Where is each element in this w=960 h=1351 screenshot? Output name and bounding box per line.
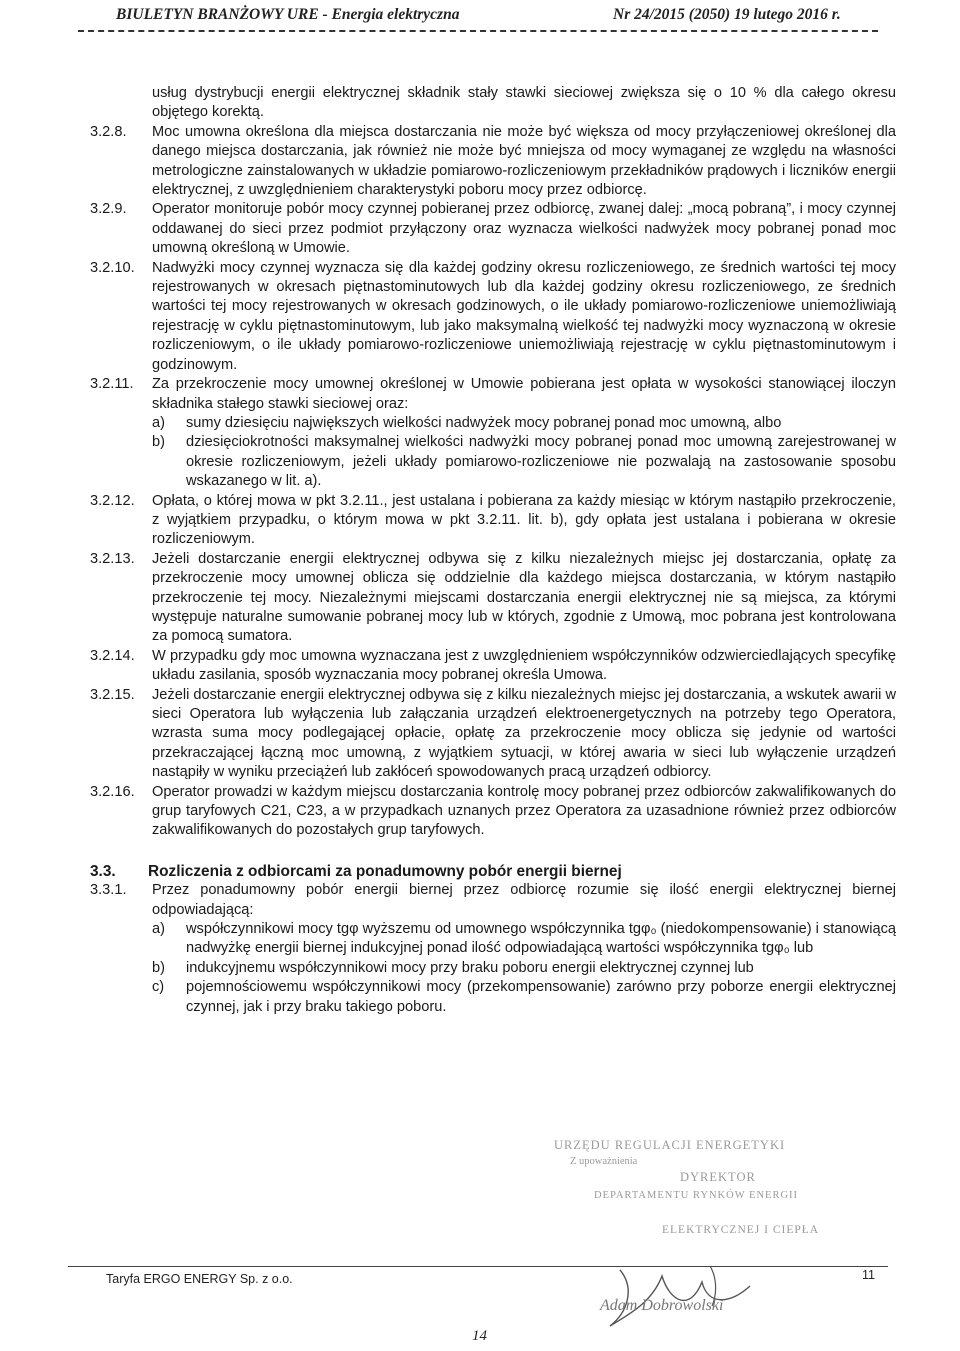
paragraph-3-2-13	[90, 550, 896, 647]
list-item-text: pojemnościowemu współczynnikowi mocy (przekompensowanie) zarówno przy poborze energii elektrycznej czynnej, jak i przy braku takiego poboru.	[186, 979, 896, 1015]
paragraph-number: 3.2.13.	[90, 550, 135, 567]
paragraph-number: 3.3.1.	[90, 882, 127, 899]
paragraph-number: 3.2.9.	[90, 201, 127, 218]
paragraph-text: Operator monitoruje pobór mocy czynnej pobieranej przez odbiorcę, zwanej dalej: „mocą pobraną”, i mocy czynnej oddawanej do sieci przez podmiot przyłączony oraz wyznacza wielkości nadwyżek mocy pobranej ponad moc umowną określoną w Umowie.	[152, 201, 896, 257]
paragraph-text: Jeżeli dostarczanie energii elektrycznej odbywa się z kilku niezależnych miejsc jej dostarczania, opłatę za przekroczenie mocy umownej oblicza się oddzielnie dla każdego miejsca dostarczania, w którym nastąpiło przekroczenie tej mocy. Niezależnymi miejscami dostarczania energii elektrycznej nie są miejsca, za którymi występuje naturalne sumowanie pobranej mocy lub w których, zgodnie z Umową, moc pobrana jest kontrolowana za pomocą sumatora.	[152, 550, 896, 645]
paragraph-3-2-12	[90, 492, 896, 550]
stamp-line: DEPARTAMENTU RYNKÓW ENERGII	[594, 1190, 799, 1201]
paragraph-text: Operator prowadzi w każdym miejscu dostarczania kontrolę mocy pobranej przez odbiorców zakwalifikowanych do grup taryfowych C21, C23, a w przypadkach uznanych przez Operatora za uzasadnione również przez odbiorców zakwalifikowanych do pozostałych grup taryfowych.	[152, 783, 896, 839]
page-header	[0, 0, 960, 40]
paragraph-number: 3.2.16.	[90, 783, 135, 800]
paragraph-3-2-15	[90, 686, 896, 783]
paragraph-number: 3.2.10.	[90, 259, 135, 276]
paragraph-text: Opłata, o której mowa w pkt 3.2.11., jest ustalana i pobierana za każdy miesiąc w którym nastąpiło przekroczenie, z wyjątkiem przypadku, o którym mowa w pkt 3.2.11. lit. b), gdy opłata jest ustalana i pobierana w okresie rozliczeniowym.	[152, 492, 896, 548]
list-marker: b)	[152, 434, 165, 451]
paragraph-text: Moc umowna określona dla miejsca dostarczania nie może być większa od mocy przyłączeniowej określonej dla danego miejsca dostarczania, jak również nie może być mniejsza od mocy wymaganej ze względu na własności metrologiczne zainstalowanych w układzie pomiarowo-rozliczeniowym przekładników prądowych i liczników energii elektrycznej, z uwzględnieniem charakterystyki poboru mocy przez odbiorcę.	[152, 123, 896, 199]
paragraph-text: Jeżeli dostarczanie energii elektrycznej odbywa się z kilku niezależnych miejsc jej dostarczania, a wskutek awarii w sieci Operatora lub wyłączenia lub załączania urządzeń elektroenergetycznych na potrzeby tego Operatora, wzrasta suma mocy podlegającej opłacie, opłatę za przekroczenie mocy oblicza się jedynie od wartości przekraczającej łączną moc umowną, z wyjątkiem sytuacji, w której awaria w sieci lub wyłączenie urządzeń nastąpiły w wyniku przeciążeń lub zakłóceń spowodowanych pracą urządzeń odbiorcy.	[152, 686, 896, 781]
list-marker: a)	[152, 414, 165, 431]
paragraph-3-3-1	[90, 881, 896, 1017]
footer-page-number: 11	[862, 1268, 875, 1282]
section-number: 3.3.	[90, 862, 116, 880]
paragraph-3-2-8	[90, 123, 896, 201]
paragraph-continuation	[90, 84, 896, 123]
signature-name: Adam Dobrowolski	[600, 1297, 724, 1314]
list-item-a	[152, 414, 896, 433]
paragraph-text: Za przekroczenie mocy umownej określonej w Umowie pobierana jest opłata w wysokości stanowiącej iloczyn składnika stałego stawki sieciowej oraz:	[152, 376, 896, 412]
list-item-c	[152, 978, 896, 1017]
bulletin-title: BIULETYN BRANŻOWY URE - Energia elektryczna	[116, 6, 460, 23]
bulletin-page-number: 14	[472, 1328, 487, 1344]
footer-separator	[68, 1266, 888, 1267]
footer-tariff-name: Taryfa ERGO ENERGY Sp. z o.o.	[106, 1272, 293, 1286]
issue-info: Nr 24/2015 (2050) 19 lutego 2016 r.	[613, 6, 841, 23]
header-separator	[78, 30, 878, 32]
paragraph-3-2-16	[90, 783, 896, 841]
list-item-a	[152, 920, 896, 959]
document-body	[90, 84, 896, 1017]
paragraph-number: 3.2.8.	[90, 123, 127, 140]
list-item-text: dziesięciokrotności maksymalnej wielkości nadwyżki mocy pobranej ponad moc umowną zarejestrowanej w okresie rozliczeniowym, jeżeli układy pomiarowo-rozliczeniowe nie pozwalają na zastosowanie sposobu wskazanego w lit. a).	[186, 434, 896, 490]
list-item-b	[152, 959, 896, 978]
paragraph-text: usług dystrybucji energii elektrycznej składnik stały stawki sieciowej zwiększa się o 10 % dla całego okresu objętego korektą.	[152, 85, 896, 121]
paragraph-3-2-11	[90, 375, 896, 491]
paragraph-text: W przypadku gdy moc umowna wyznaczana jest z uwzględnieniem współczynników odzwierciedlających specyfikę układu zasilania, sposób wyznaczania mocy pobranej określa Umowa.	[152, 647, 896, 684]
list-marker: c)	[152, 979, 165, 996]
stamp-line: Z upoważnienia	[570, 1156, 638, 1167]
paragraph-text: Przez ponadumowny pobór energii biernej przez odbiorcę rozumie się ilość energii elektrycznej biernej odpowiadającą:	[152, 882, 896, 918]
paragraph-number: 3.2.11.	[90, 376, 134, 393]
paragraph-number: 3.2.12.	[90, 492, 135, 509]
paragraph-number: 3.2.15.	[90, 686, 135, 703]
paragraph-number: 3.2.14.	[90, 647, 135, 664]
list-item-text: współczynnikowi mocy tgφ wyższemu od umownego współczynnika tgφ₀ (niedokompensowanie) i stanowiącą nadwyżkę energii biernej indukcyjnej ponad ilość odpowiadającą wartości współczynnika tgφ₀ lub	[186, 921, 896, 957]
list-item-text: sumy dziesięciu największych wielkości nadwyżek mocy pobranej ponad moc umowną, albo	[186, 414, 782, 431]
list-item-text: indukcyjnemu współczynnikowi mocy przy braku poboru energii elektrycznej czynnej lub	[186, 959, 754, 976]
paragraph-3-2-14	[90, 647, 896, 686]
stamp-line: URZĘDU REGULACJI ENERGETYKI	[554, 1138, 786, 1152]
stamp-line: DYREKTOR	[680, 1170, 756, 1184]
list-item-b	[152, 433, 896, 491]
paragraph-3-2-9	[90, 200, 896, 258]
list-marker: a)	[152, 921, 165, 938]
paragraph-3-2-10	[90, 259, 896, 375]
official-stamp	[520, 1138, 820, 1238]
paragraph-text: Nadwyżki mocy czynnej wyznacza się dla każdej godziny okresu rozliczeniowego, ze średnich wartości tej mocy rejestrowanych w okresach piętnastominutowych lub dla każdej godziny okresu rozliczeniowego, ze średnich wartości tej mocy rejestrowanych w okresach godzinowych, o ile układy pomiarowo-rozliczeniowe uniemożliwiają rejestrację w cyklu piętnastominutowym, lub jako maksymalną wielkość tej nadwyżki mocy wyznaczoną w okresie rozliczeniowym, o ile układy pomiarowo-rozliczeniowe uniemożliwiają rejestrację w cyklu piętnastominutowym i godzinowym.	[152, 259, 896, 373]
section-heading-3-3	[90, 862, 896, 881]
list-marker: b)	[152, 959, 165, 976]
stamp-line: ELEKTRYCZNEJ I CIEPŁA	[662, 1224, 820, 1236]
section-title: Rozliczenia z odbiorcami za ponadumowny pobór energii biernej	[148, 862, 622, 880]
